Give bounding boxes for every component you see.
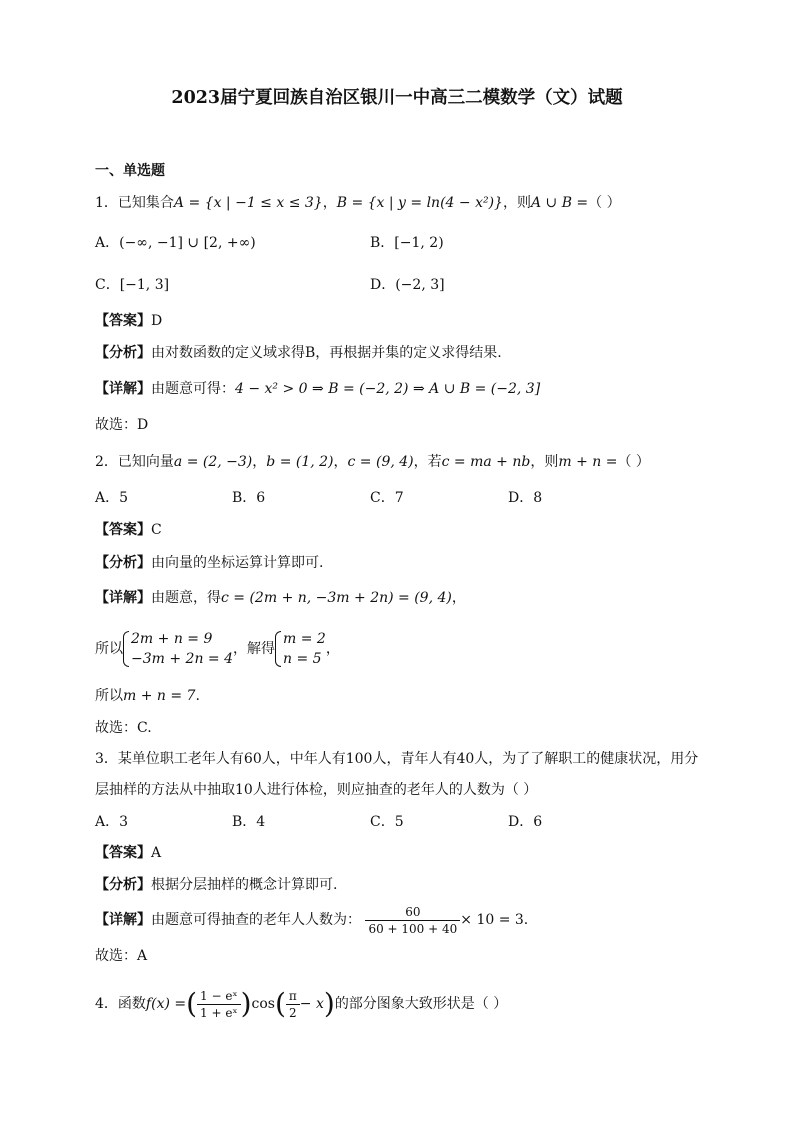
q1-stem-text: 1．已知集合 — [95, 195, 174, 211]
q2-choose — [95, 718, 152, 738]
q2-detail-text: 由题意，得 — [151, 590, 221, 606]
q2-solution-system — [275, 629, 326, 669]
q2-stem: 2．已知向量a = (2, −3)，b = (1, 2)，c = (9, 4)，若c = ma + nb，则m + n =（ ） — [95, 454, 650, 470]
detail-tag: 【详解】 — [95, 590, 151, 606]
q2-detail — [95, 588, 466, 608]
answer-tag: 【答案】 — [95, 313, 151, 329]
q3-option-b: B．4 — [232, 814, 266, 830]
q3-detail — [95, 901, 528, 939]
q3-detail-text: 由题意可得抽查的老年人人数为： — [151, 912, 361, 928]
q4-den: 1 + eˣ — [197, 1004, 241, 1020]
page-title: 2023届宁夏回族自治区银川一中高三二模数学（文）试题 — [171, 88, 623, 108]
q3-option-d: D．6 — [508, 814, 543, 830]
q2-eq2: −3m + 2n = 4 — [131, 651, 234, 667]
q1-choose-value: D — [137, 417, 149, 433]
q2-result-math: m + n = 7 — [123, 688, 196, 704]
q3-option-a: A．3 — [95, 814, 129, 830]
q3-choose — [95, 946, 147, 966]
q2-ask-pre: ，则 — [530, 454, 559, 470]
choose-prefix: 故选： — [95, 417, 137, 433]
q2-answer-value: C — [151, 522, 162, 538]
q2-sol2: n = 5 — [283, 651, 322, 667]
q3-answer — [95, 843, 161, 863]
q2-sol-end: ， — [325, 641, 340, 657]
q3-answer-value: A — [151, 845, 162, 861]
q4-stem: 4．函数f(x) =( $\frac{\text{1 − eˣ}}{\text{1 + eˣ}}$ )cos( $\frac{\pi}{2}$ − x)的部分图象大致形状是（ ） — [95, 987, 508, 1020]
q3-frac-den: 60 + 100 + 40 — [365, 920, 460, 936]
q1-blank: （ ） — [588, 195, 621, 211]
q2-system — [95, 628, 340, 670]
q3-frac-tail: × 10 = 3. — [460, 912, 529, 928]
q2-analysis — [95, 553, 323, 573]
q2-vec-c: c = (9, 4) — [347, 454, 414, 470]
q1-set-a: A = {x | −1 ≤ x ≤ 3} — [173, 195, 323, 211]
q4-num: 1 − eˣ — [200, 988, 238, 1003]
q3-analysis-text: 根据分层抽样的概念计算即可. — [151, 877, 338, 893]
q2-detail-end: ， — [451, 590, 466, 606]
q3-fraction — [365, 905, 460, 936]
choose-prefix: 故选： — [95, 948, 137, 964]
q1-answer — [95, 311, 162, 331]
q2-ask: m + n = — [558, 454, 618, 470]
q4-fraction — [197, 989, 241, 1020]
q1-stem-tail: ，则 — [502, 195, 531, 211]
q1-set-b: B = {x | y = ln(4 − x²)} — [336, 195, 503, 211]
analysis-tag: 【分析】 — [95, 877, 151, 893]
q2-eq1: 2m + n = 9 — [131, 631, 213, 647]
q2-blank: （ ） — [617, 454, 650, 470]
q1-option-d: D．(−2, 3] — [370, 277, 445, 293]
q1-option-a: A．(−∞, −1] ∪ [2, +∞) — [95, 235, 256, 251]
q3-option-c: C．5 — [370, 814, 404, 830]
q1-option-c: C．[−1, 3] — [95, 277, 170, 293]
q2-option-d: D．8 — [508, 490, 543, 506]
q1-stem — [95, 193, 621, 213]
analysis-tag: 【分析】 — [95, 555, 151, 571]
q2-result-end: . — [195, 688, 200, 704]
detail-tag: 【详解】 — [95, 912, 151, 928]
q3-choose-value: A — [137, 948, 148, 964]
q2-detail-math: c = (2m + n, −3m + 2n) = (9, 4) — [221, 590, 452, 606]
q4-cos: cos — [251, 996, 275, 1012]
q1-detail-math: 4 − x² > 0 ⇒ B = (−2, 2) ⇒ A ∪ B = (−2, 3] — [235, 381, 541, 397]
q2-analysis-text: 由向量的坐标运算计算即可. — [151, 555, 324, 571]
q2-vec-a: a = (2, −3) — [173, 454, 253, 470]
q2-cond: c = ma + nb — [441, 454, 531, 470]
q1-answer-value: D — [151, 313, 163, 329]
detail-tag: 【详解】 — [95, 381, 151, 397]
choose-prefix: 故选： — [95, 720, 137, 736]
q4-minus-x: − x — [299, 996, 324, 1012]
q4-pi-num: π — [288, 988, 297, 1003]
answer-tag: 【答案】 — [95, 845, 151, 861]
q1-ask: A ∪ B = — [530, 195, 589, 211]
q2-so: 所以 — [95, 641, 123, 657]
q4-pi-den: 2 — [286, 1004, 300, 1020]
q3-stem-line2: 层抽样的方法从中抽取10人进行体检，则应抽查的老年人的人数为（ ） — [95, 782, 538, 798]
q2-option-a: A．5 — [95, 490, 129, 506]
q1-option-b: B．[−1, 2) — [370, 235, 444, 251]
analysis-tag: 【分析】 — [95, 345, 151, 361]
q4-tail: 的部分图象大致形状是（ ） — [334, 996, 508, 1012]
q1-choose — [95, 415, 148, 435]
q2-sol1: m = 2 — [283, 631, 326, 647]
q3-analysis — [95, 875, 337, 895]
q2-equation-system — [123, 629, 233, 669]
q2-result — [95, 686, 200, 706]
q1-detail — [95, 379, 540, 399]
q1-detail-text: 由题意可得： — [151, 381, 235, 397]
q2-solve: ，解得 — [233, 641, 276, 657]
q4-stem-text: 4．函数 — [95, 996, 146, 1012]
q1-analysis — [95, 343, 502, 363]
q2-option-c: C．7 — [370, 490, 404, 506]
q2-choose-value: C. — [137, 720, 152, 736]
q2-cond-pre: ，若 — [413, 454, 442, 470]
q4-pi-fraction — [286, 989, 300, 1020]
q4-fx: f(x) = — [145, 996, 187, 1012]
q3-stem-line1: 3．某单位职工老年人有60人，中年人有100人，青年人有40人，为了了解职工的健康状况，用分 — [95, 751, 699, 767]
q2-so2: 所以 — [95, 688, 123, 704]
q2-stem-text: 2．已知向量 — [95, 454, 174, 470]
q1-sep: ， — [322, 195, 337, 211]
q3-frac-num: 60 — [405, 904, 421, 919]
section-heading: 一、单选题 — [95, 163, 165, 179]
answer-tag: 【答案】 — [95, 522, 151, 538]
q2-answer — [95, 520, 162, 540]
q2-vec-b: b = (1, 2) — [266, 454, 334, 470]
q2-option-b: B．6 — [232, 490, 266, 506]
q1-analysis-text: 由对数函数的定义域求得B，再根据并集的定义求得结果. — [151, 345, 502, 361]
